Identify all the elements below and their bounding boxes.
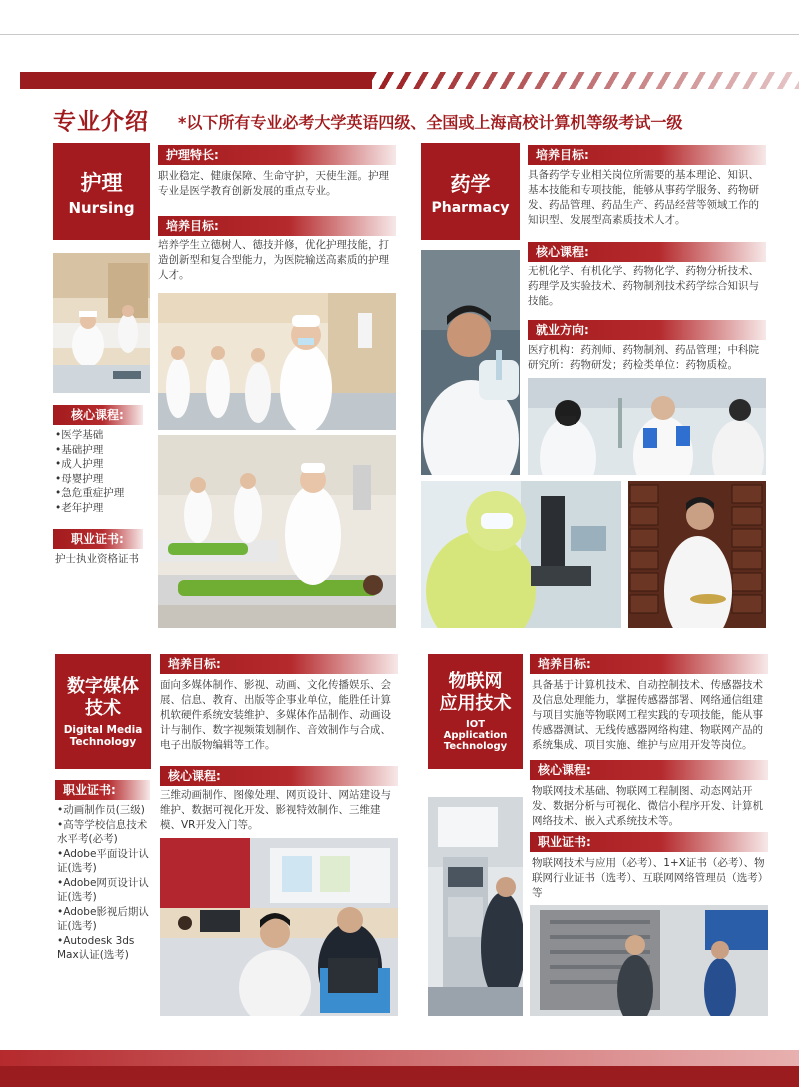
pharmacy-goal-text: 具备药学专业相关岗位所需要的基本理论、知识、基本技能和专项技能，能够从事药学服务、药物研发、药品管理、药品生产、药品经营等领域工作的知识型、发展型高素质技术人才。 — [528, 169, 759, 226]
footer-bar — [0, 1066, 799, 1087]
footer-band — [0, 1050, 799, 1066]
iot-goal-label: 培养目标: — [530, 654, 768, 674]
media-name-cn-line1: 数字媒体 — [67, 675, 139, 697]
iot-core-label: 核心课程: — [530, 760, 768, 780]
nursing-goal-text: 培养学生立德树人、德技并修，优化护理技能，打造创新型和复合型能力，为医院输送高素质的护理人才。 — [158, 239, 389, 281]
list-item: •Adobe平面设计认证(选考) — [57, 847, 149, 874]
top-divider — [0, 34, 799, 35]
media-goal-text: 面向多媒体制作、影视、动画、文化传播娱乐、会展、信息、教育、出版等企事业单位，能胜任计算机软硬件系统安装维护、多媒体作品制作、动画设计与制作、数字视频策划制作、音效制作与合成、电子出版物编辑等工作。 — [160, 679, 391, 751]
media-core-label: 核心课程: — [160, 766, 398, 786]
nursing-ward-photo — [53, 253, 150, 393]
iot-lab-photo — [428, 797, 523, 1016]
nursing-name-cn: 护理 — [80, 170, 123, 195]
nursing-features-text: 职业稳定、健康保障、生命守护，天使生涯。护理专业是医学教育创新发展的重点专业。 — [158, 170, 389, 197]
list-item: •成人护理 — [55, 458, 104, 470]
pharmacy-microscope-photo — [421, 481, 621, 628]
nursing-practice-photo — [158, 435, 396, 628]
media-title-box — [55, 654, 151, 769]
pharmacy-lab-photo — [528, 378, 766, 475]
media-computer-lab-photo — [160, 838, 398, 1016]
media-cert-label: 职业证书: — [55, 780, 150, 800]
pharmacy-name-en: Pharmacy — [431, 199, 510, 216]
media-name-en-line2: Technology — [69, 735, 137, 748]
nursing-class-photo — [158, 293, 396, 430]
iot-title-box — [428, 654, 523, 769]
iot-name-cn-line1: 物联网 — [448, 671, 503, 692]
list-item: •母婴护理 — [55, 472, 104, 485]
list-item: •医学基础 — [55, 429, 104, 441]
pharmacy-student-photo — [421, 250, 520, 475]
iot-name-en-line1: IOT — [465, 719, 486, 730]
pharmacy-herb-photo — [628, 481, 766, 628]
list-item: •急危重症护理 — [55, 487, 125, 499]
nursing-features-label: 护理特长: — [158, 145, 396, 165]
media-name-en-line1: Digital Media — [63, 723, 143, 736]
pharmacy-goal-label: 培养目标: — [528, 145, 766, 165]
iot-core-text: 物联网技术基础、物联网工程制图、动态网站开发、数据分析与可视化、微信小程序开发、计算机网络技术、嵌入式系统技术等。 — [532, 785, 763, 827]
media-goal-label: 培养目标: — [160, 654, 398, 674]
list-item: •老年护理 — [55, 501, 104, 514]
iot-goal-text: 具备基于计算机技术、自动控制技术、传感器技术及信息处理能力，掌握传感器部署、网络通信组建与项目实施等物联网工程实践的专项技能，能从事传感器测试、无线传感器网络构建、物联网产品的系统集成、项目实施、维护与应用开发等岗位。 — [532, 679, 763, 751]
header-stripes — [370, 72, 799, 89]
pharmacy-title-box — [421, 143, 520, 240]
media-name-cn-line2: 技术 — [85, 697, 121, 719]
list-item: •基础护理 — [55, 443, 104, 456]
iot-cert-label: 职业证书: — [530, 832, 768, 852]
list-item: •动画制作员(三级) — [57, 804, 145, 816]
iot-cert-text: 物联网技术与应用（必考）、1+X证书（必考）、物联网行业证书（选考）、互联网网络管理员（选考）等 — [532, 857, 769, 899]
nursing-title-box — [53, 143, 150, 240]
list-item: •高等学校信息技术水平考(必考) — [57, 818, 148, 845]
nursing-goal-label: 培养目标: — [158, 216, 396, 236]
exam-note: *以下所有专业必考大学英语四级、全国或上海高校计算机等级考试一级 — [178, 113, 683, 132]
nursing-cert-text: 护士执业资格证书 — [55, 553, 139, 565]
section-title: 专业介绍 — [53, 109, 149, 135]
iot-workshop-photo — [530, 905, 768, 1016]
pharmacy-career-text: 医疗机构：药剂师、药物制剂、药品管理；中科院研究所：药物研发；药检类单位：药物质检。 — [528, 344, 759, 371]
nursing-core-list — [55, 428, 150, 515]
iot-name-en-line3: Technology — [443, 741, 508, 752]
list-item: •Adobe网页设计认证(选考) — [57, 876, 149, 903]
iot-name-cn-line2: 应用技术 — [439, 693, 512, 714]
media-core-text: 三维动画制作、图像处理、网页设计、网站建设与维护、数据可视化开发、影视特效制作、三维建模、VR开发入门等。 — [160, 789, 391, 831]
pharmacy-core-label: 核心课程: — [528, 242, 766, 262]
header-bar — [20, 72, 372, 89]
media-cert-list — [57, 803, 149, 963]
list-item: •Autodesk 3ds Max认证(选考) — [57, 934, 135, 961]
list-item: •Adobe影视后期认证(选考) — [57, 905, 149, 932]
nursing-core-label: 核心课程: — [53, 405, 143, 425]
nursing-cert-label: 职业证书: — [53, 529, 143, 549]
pharmacy-core-text: 无机化学、有机化学、药物化学、药物分析技术、药理学及实验技术、药物制剂技术药学综合知识与技能。 — [528, 265, 759, 307]
iot-name-en-line2: Application — [443, 730, 508, 741]
pharmacy-name-cn: 药学 — [450, 171, 491, 196]
nursing-name-en: Nursing — [68, 198, 135, 217]
pharmacy-career-label: 就业方向: — [528, 320, 766, 340]
